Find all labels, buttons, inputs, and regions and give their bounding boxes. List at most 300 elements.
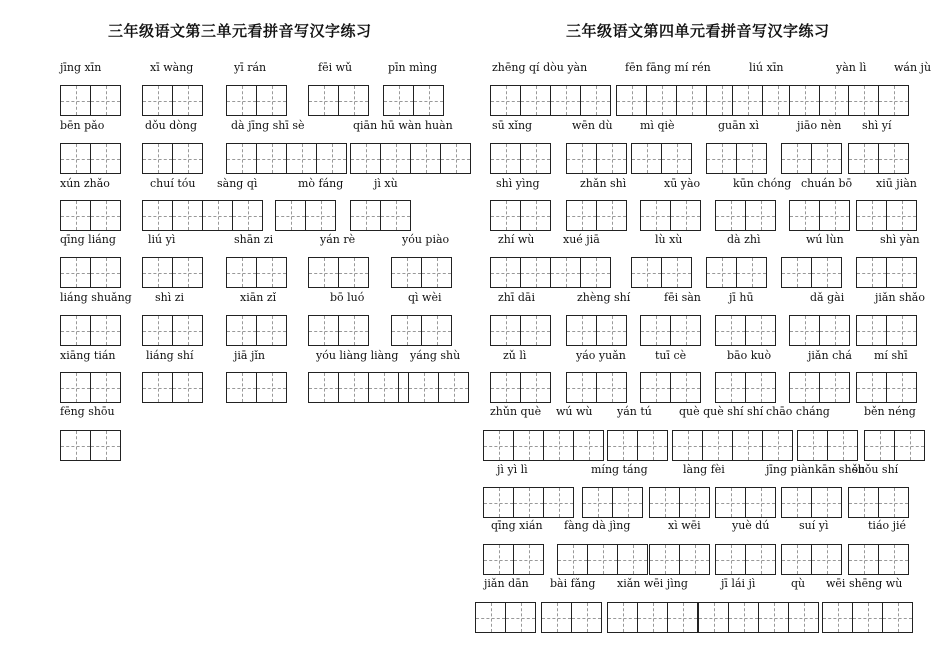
tian-zi-ge-cell[interactable] <box>797 430 828 461</box>
answer-grid[interactable] <box>715 487 776 518</box>
answer-grid[interactable] <box>566 143 627 174</box>
pinyin-prompt: xiān zǐ <box>240 291 277 304</box>
answer-grid[interactable] <box>142 315 203 346</box>
tian-zi-ge-cell[interactable] <box>172 200 203 231</box>
answer-grid[interactable] <box>566 372 627 403</box>
tian-zi-ge-cell[interactable] <box>587 544 618 575</box>
answer-grid[interactable] <box>541 602 602 633</box>
tian-zi-ge-cell[interactable] <box>338 372 369 403</box>
tian-zi-ge-cell[interactable] <box>745 372 776 403</box>
tian-zi-ge-cell[interactable] <box>848 487 879 518</box>
answer-grid[interactable] <box>848 544 909 575</box>
tian-zi-ge-cell[interactable] <box>878 143 909 174</box>
tian-zi-ge-cell[interactable] <box>894 430 925 461</box>
pinyin-prompt: zǔ lì <box>503 349 527 362</box>
answer-grid[interactable] <box>226 315 287 346</box>
answer-grid[interactable] <box>781 487 842 518</box>
tian-zi-ge-cell[interactable] <box>856 315 887 346</box>
answer-grid[interactable] <box>226 85 287 116</box>
tian-zi-ge-cell[interactable] <box>715 544 746 575</box>
answer-grid[interactable] <box>781 257 842 288</box>
tian-zi-ge-cell[interactable] <box>702 430 733 461</box>
tian-zi-ge-cell[interactable] <box>202 200 233 231</box>
tian-zi-ge-cell[interactable] <box>667 602 698 633</box>
tian-zi-ge-cell[interactable] <box>490 85 521 116</box>
tian-zi-ge-cell[interactable] <box>440 143 471 174</box>
tian-zi-ge-cell[interactable] <box>172 315 203 346</box>
answer-grid[interactable] <box>781 143 842 174</box>
pinyin-prompt: xué jiā <box>563 233 600 246</box>
tian-zi-ge-cell[interactable] <box>142 200 173 231</box>
answer-grid[interactable] <box>848 85 909 116</box>
tian-zi-ge-cell[interactable] <box>142 85 173 116</box>
tian-zi-ge-cell[interactable] <box>438 372 469 403</box>
tian-zi-ge-cell[interactable] <box>550 85 581 116</box>
tian-zi-ge-cell[interactable] <box>172 372 203 403</box>
pinyin-prompt: shǒu shí <box>852 463 899 476</box>
tian-zi-ge-cell[interactable] <box>408 372 439 403</box>
tian-zi-ge-cell[interactable] <box>383 85 414 116</box>
tian-zi-ge-cell[interactable] <box>649 487 680 518</box>
tian-zi-ge-cell[interactable] <box>226 315 257 346</box>
tian-zi-ge-cell[interactable] <box>852 602 883 633</box>
tian-zi-ge-cell[interactable] <box>819 85 850 116</box>
worksheet-title: 三年级语文第三单元看拼音写汉字练习 <box>108 22 372 40</box>
tian-zi-ge-cell[interactable] <box>811 257 842 288</box>
answer-grid[interactable] <box>640 200 701 231</box>
answer-grid[interactable] <box>649 544 710 575</box>
answer-grid[interactable] <box>391 315 452 346</box>
tian-zi-ge-cell[interactable] <box>226 85 257 116</box>
tian-zi-ge-cell[interactable] <box>781 544 812 575</box>
pinyin-prompt: wú lùn <box>806 233 844 246</box>
tian-zi-ge-cell[interactable] <box>715 315 746 346</box>
tian-zi-ge-cell[interactable] <box>827 430 858 461</box>
tian-zi-ge-cell[interactable] <box>490 372 521 403</box>
tian-zi-ge-cell[interactable] <box>520 315 551 346</box>
answer-grid[interactable] <box>60 200 121 231</box>
answer-grid[interactable] <box>383 85 444 116</box>
answer-grid[interactable] <box>226 257 287 288</box>
tian-zi-ge-cell[interactable] <box>670 200 701 231</box>
answer-grid[interactable] <box>706 257 767 288</box>
answer-grid[interactable] <box>566 200 627 231</box>
answer-grid[interactable] <box>822 602 913 633</box>
answer-grid[interactable] <box>308 257 369 288</box>
tian-zi-ge-cell[interactable] <box>483 544 514 575</box>
answer-grid[interactable] <box>60 315 121 346</box>
tian-zi-ge-cell[interactable] <box>580 85 611 116</box>
tian-zi-ge-cell[interactable] <box>745 200 776 231</box>
pinyin-prompt: suí yì <box>799 519 829 532</box>
tian-zi-ge-cell[interactable] <box>566 315 597 346</box>
pinyin-prompt: fēi wǔ <box>318 61 353 74</box>
tian-zi-ge-cell[interactable] <box>350 143 381 174</box>
tian-zi-ge-cell[interactable] <box>421 315 452 346</box>
tian-zi-ge-cell[interactable] <box>736 143 767 174</box>
answer-grid[interactable] <box>640 315 701 346</box>
tian-zi-ge-cell[interactable] <box>338 85 369 116</box>
tian-zi-ge-cell[interactable] <box>811 544 842 575</box>
pinyin-prompt: bāo kuò <box>727 349 772 362</box>
tian-zi-ge-cell[interactable] <box>142 257 173 288</box>
tian-zi-ge-cell[interactable] <box>520 372 551 403</box>
tian-zi-ge-cell[interactable] <box>878 487 909 518</box>
tian-zi-ge-cell[interactable] <box>520 143 551 174</box>
tian-zi-ge-cell[interactable] <box>612 487 643 518</box>
tian-zi-ge-cell[interactable] <box>848 143 879 174</box>
answer-grid[interactable] <box>789 85 850 116</box>
tian-zi-ge-cell[interactable] <box>848 85 879 116</box>
tian-zi-ge-cell[interactable] <box>256 143 287 174</box>
tian-zi-ge-cell[interactable] <box>886 200 917 231</box>
answer-grid[interactable] <box>616 85 737 116</box>
tian-zi-ge-cell[interactable] <box>745 487 776 518</box>
answer-grid[interactable] <box>715 200 776 231</box>
answer-grid[interactable] <box>856 315 917 346</box>
tian-zi-ge-cell[interactable] <box>490 143 521 174</box>
answer-grid[interactable] <box>490 372 551 403</box>
pinyin-prompt: shì yìng <box>496 177 540 190</box>
tian-zi-ge-cell[interactable] <box>550 257 581 288</box>
tian-zi-ge-cell[interactable] <box>715 200 746 231</box>
tian-zi-ge-cell[interactable] <box>822 602 853 633</box>
tian-zi-ge-cell[interactable] <box>698 602 729 633</box>
tian-zi-ge-cell[interactable] <box>886 315 917 346</box>
answer-grid[interactable] <box>475 602 536 633</box>
answer-grid[interactable] <box>864 430 925 461</box>
pinyin-prompt: wēn dù <box>572 119 613 132</box>
tian-zi-ge-cell[interactable] <box>679 544 710 575</box>
tian-zi-ge-cell[interactable] <box>878 85 909 116</box>
answer-grid[interactable] <box>789 315 850 346</box>
tian-zi-ge-cell[interactable] <box>607 430 638 461</box>
answer-grid[interactable] <box>607 430 668 461</box>
tian-zi-ge-cell[interactable] <box>60 200 91 231</box>
tian-zi-ge-cell[interactable] <box>670 372 701 403</box>
tian-zi-ge-cell[interactable] <box>706 143 737 174</box>
answer-grid[interactable] <box>856 257 917 288</box>
pinyin-prompt: chuí tóu <box>150 177 196 190</box>
tian-zi-ge-cell[interactable] <box>90 257 121 288</box>
tian-zi-ge-cell[interactable] <box>819 315 850 346</box>
tian-zi-ge-cell[interactable] <box>380 143 411 174</box>
tian-zi-ge-cell[interactable] <box>520 85 551 116</box>
answer-grid[interactable] <box>490 143 551 174</box>
answer-grid[interactable] <box>60 143 121 174</box>
pinyin-prompt: mí shī <box>874 349 908 362</box>
answer-grid[interactable] <box>226 372 287 403</box>
tian-zi-ge-cell[interactable] <box>421 257 452 288</box>
answer-grid[interactable] <box>732 85 793 116</box>
tian-zi-ge-cell[interactable] <box>566 372 597 403</box>
tian-zi-ge-cell[interactable] <box>819 372 850 403</box>
answer-grid[interactable] <box>142 372 203 403</box>
pinyin-prompt: jī hū <box>729 291 754 304</box>
tian-zi-ge-cell[interactable] <box>226 257 257 288</box>
answer-grid[interactable] <box>848 143 909 174</box>
answer-grid[interactable] <box>490 257 611 288</box>
tian-zi-ge-cell[interactable] <box>172 85 203 116</box>
tian-zi-ge-cell[interactable] <box>520 257 551 288</box>
pinyin-prompt: dǒu dòng <box>145 119 198 132</box>
tian-zi-ge-cell[interactable] <box>886 257 917 288</box>
tian-zi-ge-cell[interactable] <box>142 143 173 174</box>
tian-zi-ge-cell[interactable] <box>142 372 173 403</box>
tian-zi-ge-cell[interactable] <box>728 602 759 633</box>
tian-zi-ge-cell[interactable] <box>513 430 544 461</box>
answer-grid[interactable] <box>483 430 604 461</box>
tian-zi-ge-cell[interactable] <box>640 315 671 346</box>
tian-zi-ge-cell[interactable] <box>142 315 173 346</box>
tian-zi-ge-cell[interactable] <box>483 487 514 518</box>
tian-zi-ge-cell[interactable] <box>513 544 544 575</box>
tian-zi-ge-cell[interactable] <box>490 257 521 288</box>
tian-zi-ge-cell[interactable] <box>368 372 399 403</box>
answer-grid[interactable] <box>672 430 793 461</box>
tian-zi-ge-cell[interactable] <box>308 372 339 403</box>
answer-grid[interactable] <box>715 372 776 403</box>
tian-zi-ge-cell[interactable] <box>338 257 369 288</box>
tian-zi-ge-cell[interactable] <box>541 602 572 633</box>
tian-zi-ge-cell[interactable] <box>781 487 812 518</box>
answer-grid[interactable] <box>698 602 819 633</box>
answer-grid[interactable] <box>640 372 701 403</box>
pinyin-prompt: wú wù <box>556 405 593 418</box>
tian-zi-ge-cell[interactable] <box>607 602 638 633</box>
answer-grid[interactable] <box>557 544 648 575</box>
tian-zi-ge-cell[interactable] <box>637 602 668 633</box>
tian-zi-ge-cell[interactable] <box>882 602 913 633</box>
answer-grid[interactable] <box>490 315 551 346</box>
answer-grid[interactable] <box>408 372 469 403</box>
answer-grid[interactable] <box>566 315 627 346</box>
tian-zi-ge-cell[interactable] <box>819 200 850 231</box>
tian-zi-ge-cell[interactable] <box>715 372 746 403</box>
tian-zi-ge-cell[interactable] <box>781 143 812 174</box>
tian-zi-ge-cell[interactable] <box>226 143 257 174</box>
tian-zi-ge-cell[interactable] <box>856 372 887 403</box>
tian-zi-ge-cell[interactable] <box>789 85 820 116</box>
tian-zi-ge-cell[interactable] <box>60 372 91 403</box>
answer-grid[interactable] <box>350 143 471 174</box>
answer-grid[interactable] <box>649 487 710 518</box>
answer-grid[interactable] <box>142 143 203 174</box>
tian-zi-ge-cell[interactable] <box>878 544 909 575</box>
answer-grid[interactable] <box>631 257 692 288</box>
tian-zi-ge-cell[interactable] <box>520 200 551 231</box>
tian-zi-ge-cell[interactable] <box>811 487 842 518</box>
tian-zi-ge-cell[interactable] <box>90 372 121 403</box>
tian-zi-ge-cell[interactable] <box>338 315 369 346</box>
tian-zi-ge-cell[interactable] <box>670 315 701 346</box>
tian-zi-ge-cell[interactable] <box>631 257 662 288</box>
tian-zi-ge-cell[interactable] <box>745 544 776 575</box>
tian-zi-ge-cell[interactable] <box>640 200 671 231</box>
tian-zi-ge-cell[interactable] <box>732 430 763 461</box>
tian-zi-ge-cell[interactable] <box>286 143 317 174</box>
tian-zi-ge-cell[interactable] <box>661 257 692 288</box>
pinyin-prompt: què què shí shí <box>679 405 764 418</box>
tian-zi-ge-cell[interactable] <box>706 257 737 288</box>
tian-zi-ge-cell[interactable] <box>232 200 263 231</box>
tian-zi-ge-cell[interactable] <box>631 143 662 174</box>
tian-zi-ge-cell[interactable] <box>758 602 789 633</box>
tian-zi-ge-cell[interactable] <box>596 200 627 231</box>
answer-grid[interactable] <box>856 200 917 231</box>
pinyin-prompt: yī rán <box>234 61 267 74</box>
tian-zi-ge-cell[interactable] <box>762 430 793 461</box>
answer-grid[interactable] <box>706 143 767 174</box>
answer-grid[interactable] <box>789 200 850 231</box>
answer-grid[interactable] <box>308 315 369 346</box>
tian-zi-ge-cell[interactable] <box>172 257 203 288</box>
tian-zi-ge-cell[interactable] <box>391 257 422 288</box>
tian-zi-ge-cell[interactable] <box>566 143 597 174</box>
tian-zi-ge-cell[interactable] <box>172 143 203 174</box>
tian-zi-ge-cell[interactable] <box>646 85 677 116</box>
answer-grid[interactable] <box>226 143 347 174</box>
tian-zi-ge-cell[interactable] <box>490 315 521 346</box>
answer-grid[interactable] <box>483 487 574 518</box>
tian-zi-ge-cell[interactable] <box>679 487 710 518</box>
pinyin-prompt: xì wēi <box>668 519 701 532</box>
tian-zi-ge-cell[interactable] <box>90 430 121 461</box>
pinyin-prompt: sàng qì <box>217 177 258 190</box>
tian-zi-ge-cell[interactable] <box>573 430 604 461</box>
tian-zi-ge-cell[interactable] <box>475 602 506 633</box>
tian-zi-ge-cell[interactable] <box>848 544 879 575</box>
tian-zi-ge-cell[interactable] <box>661 143 692 174</box>
tian-zi-ge-cell[interactable] <box>788 602 819 633</box>
answer-grid[interactable] <box>797 430 858 461</box>
tian-zi-ge-cell[interactable] <box>90 85 121 116</box>
answer-grid[interactable] <box>60 430 121 461</box>
tian-zi-ge-cell[interactable] <box>676 85 707 116</box>
tian-zi-ge-cell[interactable] <box>275 200 306 231</box>
tian-zi-ge-cell[interactable] <box>596 143 627 174</box>
tian-zi-ge-cell[interactable] <box>886 372 917 403</box>
tian-zi-ge-cell[interactable] <box>410 143 441 174</box>
answer-grid[interactable] <box>391 257 452 288</box>
pinyin-prompt: yán rè <box>320 233 356 246</box>
tian-zi-ge-cell[interactable] <box>789 315 820 346</box>
pinyin-prompt: jī lái jì <box>721 577 756 590</box>
tian-zi-ge-cell[interactable] <box>617 544 648 575</box>
tian-zi-ge-cell[interactable] <box>736 257 767 288</box>
tian-zi-ge-cell[interactable] <box>316 143 347 174</box>
tian-zi-ge-cell[interactable] <box>557 544 588 575</box>
tian-zi-ge-cell[interactable] <box>789 372 820 403</box>
answer-grid[interactable] <box>275 200 336 231</box>
answer-grid[interactable] <box>856 372 917 403</box>
answer-grid[interactable] <box>715 544 776 575</box>
tian-zi-ge-cell[interactable] <box>505 602 536 633</box>
tian-zi-ge-cell[interactable] <box>308 315 339 346</box>
tian-zi-ge-cell[interactable] <box>308 85 339 116</box>
tian-zi-ge-cell[interactable] <box>391 315 422 346</box>
tian-zi-ge-cell[interactable] <box>60 315 91 346</box>
tian-zi-ge-cell[interactable] <box>543 487 574 518</box>
answer-grid[interactable] <box>490 85 611 116</box>
tian-zi-ge-cell[interactable] <box>226 372 257 403</box>
tian-zi-ge-cell[interactable] <box>732 85 763 116</box>
tian-zi-ge-cell[interactable] <box>90 315 121 346</box>
tian-zi-ge-cell[interactable] <box>308 257 339 288</box>
tian-zi-ge-cell[interactable] <box>672 430 703 461</box>
answer-grid[interactable] <box>60 85 121 116</box>
tian-zi-ge-cell[interactable] <box>864 430 895 461</box>
answer-grid[interactable] <box>848 487 909 518</box>
answer-grid[interactable] <box>582 487 643 518</box>
tian-zi-ge-cell[interactable] <box>715 487 746 518</box>
tian-zi-ge-cell[interactable] <box>571 602 602 633</box>
tian-zi-ge-cell[interactable] <box>413 85 444 116</box>
answer-grid[interactable] <box>142 85 203 116</box>
tian-zi-ge-cell[interactable] <box>856 257 887 288</box>
pinyin-prompt: jiǎn chá <box>808 349 852 362</box>
tian-zi-ge-cell[interactable] <box>483 430 514 461</box>
tian-zi-ge-cell[interactable] <box>616 85 647 116</box>
tian-zi-ge-cell[interactable] <box>350 200 381 231</box>
tian-zi-ge-cell[interactable] <box>60 257 91 288</box>
tian-zi-ge-cell[interactable] <box>856 200 887 231</box>
answer-grid[interactable] <box>308 85 369 116</box>
answer-grid[interactable] <box>350 200 411 231</box>
tian-zi-ge-cell[interactable] <box>580 257 611 288</box>
answer-grid[interactable] <box>789 372 850 403</box>
tian-zi-ge-cell[interactable] <box>811 143 842 174</box>
tian-zi-ge-cell[interactable] <box>256 372 287 403</box>
tian-zi-ge-cell[interactable] <box>637 430 668 461</box>
answer-grid[interactable] <box>631 143 692 174</box>
tian-zi-ge-cell[interactable] <box>256 257 287 288</box>
tian-zi-ge-cell[interactable] <box>490 200 521 231</box>
tian-zi-ge-cell[interactable] <box>781 257 812 288</box>
answer-grid[interactable] <box>142 257 203 288</box>
tian-zi-ge-cell[interactable] <box>90 200 121 231</box>
tian-zi-ge-cell[interactable] <box>380 200 411 231</box>
answer-grid[interactable] <box>607 602 698 633</box>
tian-zi-ge-cell[interactable] <box>543 430 574 461</box>
tian-zi-ge-cell[interactable] <box>596 315 627 346</box>
tian-zi-ge-cell[interactable] <box>566 200 597 231</box>
answer-grid[interactable] <box>60 372 121 403</box>
answer-grid[interactable] <box>715 315 776 346</box>
tian-zi-ge-cell[interactable] <box>305 200 336 231</box>
tian-zi-ge-cell[interactable] <box>649 544 680 575</box>
tian-zi-ge-cell[interactable] <box>596 372 627 403</box>
answer-grid[interactable] <box>490 200 551 231</box>
pinyin-prompt: jiā jǐn <box>234 349 265 362</box>
tian-zi-ge-cell[interactable] <box>256 85 287 116</box>
answer-grid[interactable] <box>60 257 121 288</box>
tian-zi-ge-cell[interactable] <box>60 85 91 116</box>
tian-zi-ge-cell[interactable] <box>256 315 287 346</box>
tian-zi-ge-cell[interactable] <box>640 372 671 403</box>
answer-grid[interactable] <box>781 544 842 575</box>
tian-zi-ge-cell[interactable] <box>90 143 121 174</box>
tian-zi-ge-cell[interactable] <box>789 200 820 231</box>
tian-zi-ge-cell[interactable] <box>60 430 91 461</box>
tian-zi-ge-cell[interactable] <box>582 487 613 518</box>
tian-zi-ge-cell[interactable] <box>745 315 776 346</box>
answer-grid[interactable] <box>142 200 263 231</box>
answer-grid[interactable] <box>483 544 544 575</box>
pinyin-prompt: jīng piàn <box>766 463 815 476</box>
tian-zi-ge-cell[interactable] <box>513 487 544 518</box>
tian-zi-ge-cell[interactable] <box>60 143 91 174</box>
